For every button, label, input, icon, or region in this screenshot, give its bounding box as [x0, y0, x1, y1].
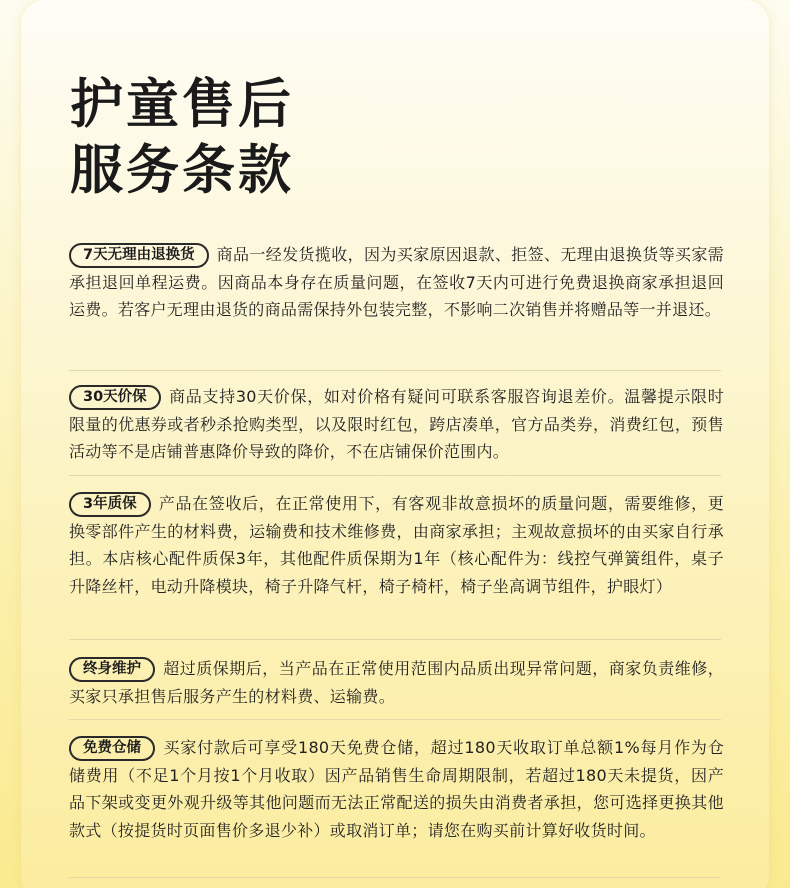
section-lifetime-maintenance — [69, 655, 724, 710]
section-return-policy — [69, 241, 724, 324]
title-line-2: 服务条款 — [70, 140, 294, 201]
section-text: 商品一经发货揽收，因为买家原因退款、拒签、无理由退换货等买家需承担退回单程运费。因商品本身存在质量问题，在签收7天内可进行免费退换商家承担退回运费。若客户无理由退货的商品需保持外包装完整，不影响二次销售并将赠品等一并退还。 — [69, 245, 724, 320]
divider — [69, 370, 721, 371]
section-text: 买家付款后可享受180天免费仓储，超过180天收取订单总额1%每月作为仓储费用（不足1个月按1个月收取）因产品销售生命周期限制，若超过180天未提货，因产品下架或变更外观升级等其他问题而无法正常配送的损失由消费者承担，您可选择更换其他款式（按提货时页面售价多退少补）或取消订单；请您在购买前计算好收货时间。 — [69, 738, 724, 841]
tag-lifetime-maintenance: 终身维护 — [69, 657, 155, 682]
tag-free-storage: 免费仓储 — [69, 736, 155, 761]
title-line-1: 护童售后 — [70, 74, 294, 135]
divider — [69, 877, 721, 878]
divider — [69, 639, 721, 640]
tag-7-day-return: 7天无理由退换货 — [69, 243, 209, 268]
divider — [69, 719, 721, 720]
section-text: 产品在签收后，在正常使用下，有客观非故意损坏的质量问题，需要维修，更换零部件产生的材料费，运输费和技术维修费，由商家承担；主观故意损坏的由买家自行承担。本店核心配件质保3年，其他配件质保期为1年（核心配件为：线控气弹簧组件，桌子升降丝杆，电动升降模块，椅子升降气杆，椅子椅杆，椅子坐高调节组件，护眼灯） — [69, 494, 724, 597]
divider — [69, 475, 721, 476]
section-price-protection — [69, 383, 724, 466]
section-text: 商品支持30天价保，如对价格有疑问可联系客服咨询退差价。温馨提示限时限量的优惠券或者秒杀抢购类型，以及限时红包，跨店凑单，官方品类券，消费红包，预售活动等不是店铺普惠降价导致的降价，不在店铺保价范围内。 — [69, 387, 724, 462]
tag-3-year-warranty: 3年质保 — [69, 492, 151, 517]
section-warranty — [69, 490, 724, 601]
section-text: 超过质保期后，当产品在正常使用范围内品质出现异常问题，商家负责维修，买家只承担售后服务产生的材料费、运输费。 — [69, 659, 724, 706]
section-free-storage — [69, 734, 724, 845]
tag-30-day-price-protection: 30天价保 — [69, 385, 161, 410]
